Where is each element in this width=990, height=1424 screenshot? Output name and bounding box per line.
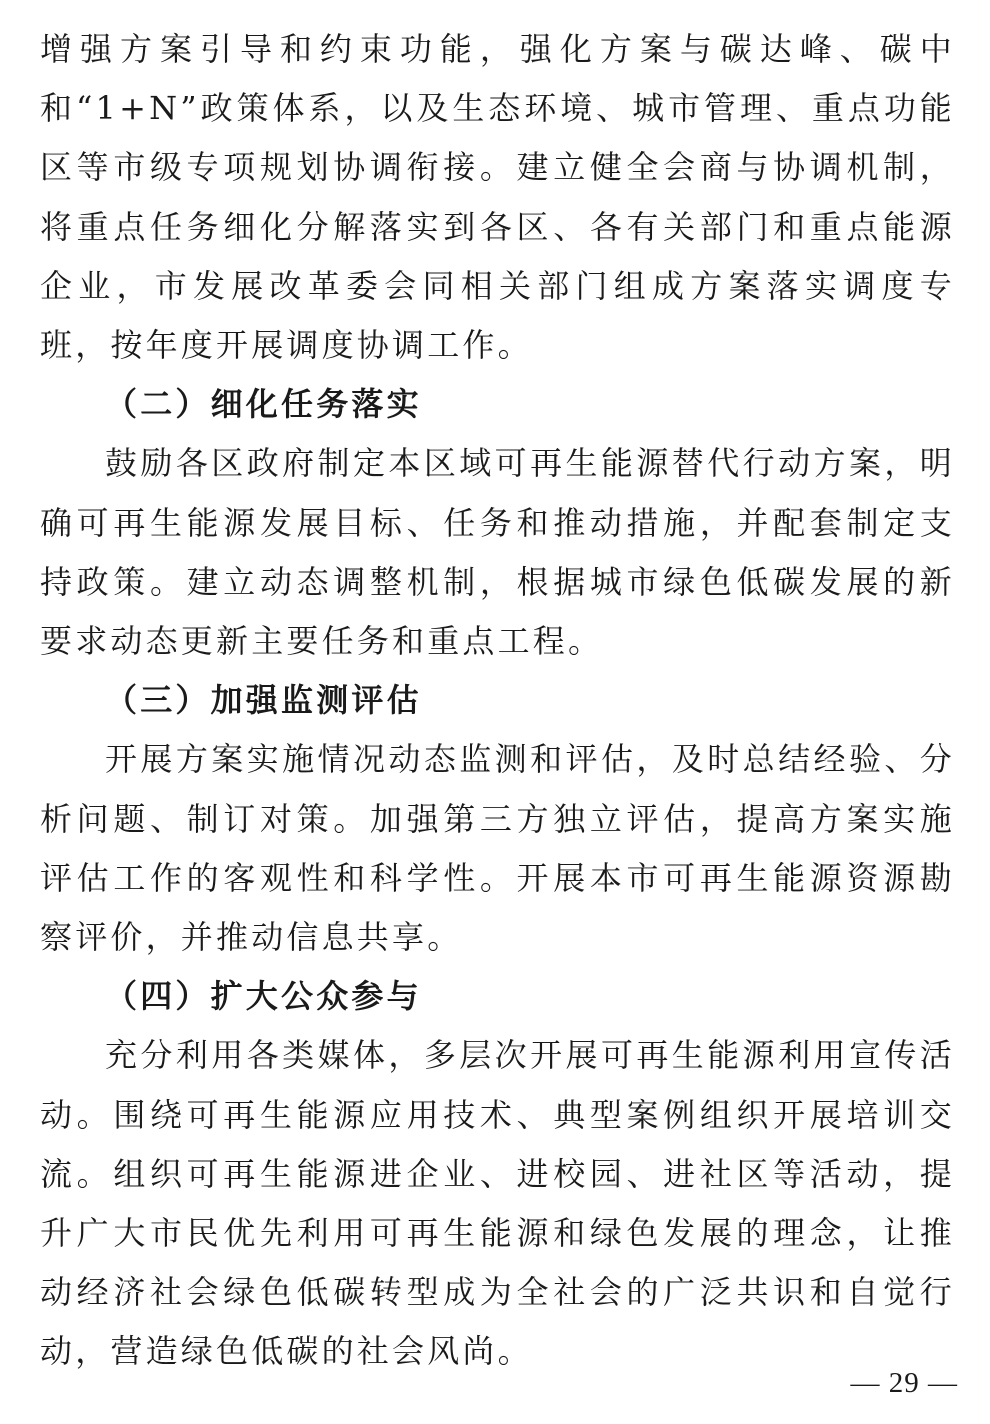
paragraph-public-participation: 充分利用各类媒体，多层次开展可再生能源利用宣传活动。围绕可再生能源应用技术、典型案例组织开展培训交流。组织可再生能源进企业、进校园、进社区等活动，提升广大市民优先利用可再生能源和绿色发展的理念，让推动经济社会绿色低碳转型成为全社会的广泛共识和自觉行动，营造绿色低碳的社会风尚。 [40, 1036, 955, 1371]
section-heading-public-participation: （四）扩大公众参与 [105, 977, 422, 1016]
section-heading-monitoring: （三）加强监测评估 [105, 681, 422, 720]
page-number: — 29 — [850, 1367, 958, 1399]
paragraph-coordination: 增强方案引导和约束功能，强化方案与碳达峰、碳中和“1+N”政策体系，以及生态环境、城市管理、重点功能区等市级专项规划协调衔接。建立健全会商与协调机制，将重点任务细化分解落实到各区、各有关部门和重点能源企业，市发展改革委会同相关部门组成方案落实调度专班，按年度开展调度协调工作。 [40, 30, 955, 365]
document-body [40, 20, 955, 1382]
section-heading-refine-tasks: （二）细化任务落实 [105, 385, 422, 424]
paragraph-monitoring: 开展方案实施情况动态监测和评估，及时总结经验、分析问题、制订对策。加强第三方独立评估，提高方案实施评估工作的客观性和科学性。开展本市可再生能源资源勘察评价，并推动信息共享。 [40, 740, 955, 957]
paragraph-refine-tasks: 鼓励各区政府制定本区域可再生能源替代行动方案，明确可再生能源发展目标、任务和推动措施，并配套制定支持政策。建立动态调整机制，根据城市绿色低碳发展的新要求动态更新主要任务和重点工程。 [40, 444, 955, 661]
